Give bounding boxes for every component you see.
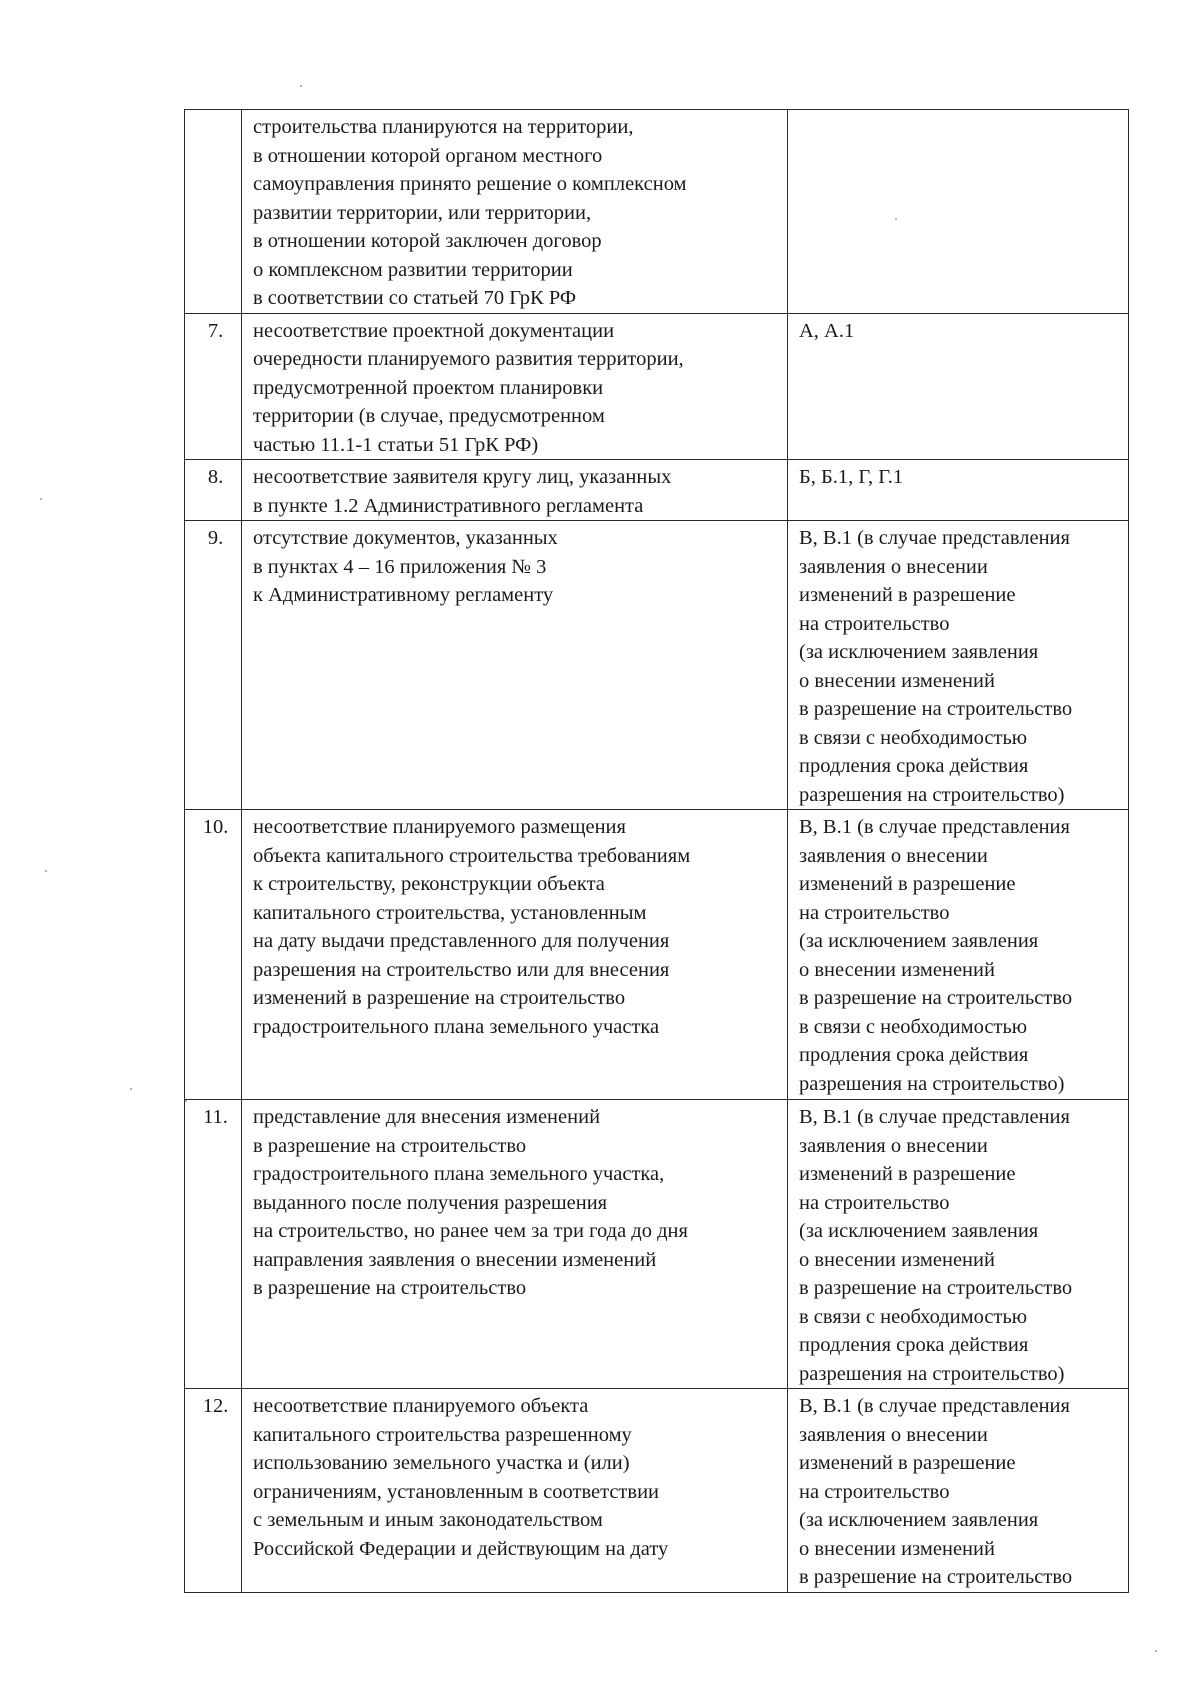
scan-speck (185, 1100, 187, 1102)
scan-speck (45, 870, 47, 872)
refusal-ground-text: строительства планируются на территории, в отношении которой органом местного самоуправления принято решение о комплексном развитии территории, или территории, в отношении которой заключен договор о комплексном развитии территории в соответствии со статьей 70 ГрК РФ (242, 110, 788, 314)
refusal-ground-text: несоответствие проектной документации очередности планируемого развития территории, предусмотренной проектом планировки территории (в случае, предусмотренном частью 11.1-1 статьи 51 ГрК РФ) (242, 313, 788, 460)
refusal-ground-text: несоответствие планируемого размещения объекта капитального строительства требованиям к строительству, реконструкции объекта капитального строительства, установленным на дату выдачи представленного для получения разрешения на строительство или для внесения изменений в разрешение на строительство градостроительного плана земельного участка (242, 810, 788, 1100)
row-number: 8. (185, 460, 242, 521)
scan-speck (40, 498, 42, 500)
refusal-ground-text: представление для внесения изменений в разрешение на строительство градостроительного плана земельного участка, выданного после получения разрешения на строительство, но ранее чем за три года до дня направления заявления о внесении изменений в разрешение на строительство (242, 1100, 788, 1389)
scan-speck (130, 1088, 132, 1090)
refusal-ground-text: несоответствие планируемого объекта капитального строительства разрешенному использованию земельного участка и (или) ограничениям, установленным в соответствии с земельным и иным законодательством Российской Федерации и действующим на дату (242, 1389, 788, 1593)
scan-speck (1155, 1650, 1157, 1652)
table-row (185, 1100, 1129, 1389)
row-number: 12. (185, 1389, 242, 1593)
refusal-code-text: В, В.1 (в случае представления заявления о внесении изменений в разрешение на строительство (за исключением заявления о внесении изменений в разрешение на строительство в связи с необходимостью продления срока действия разрешения на строительство) (788, 1100, 1129, 1389)
refusal-code-text: В, В.1 (в случае представления заявления о внесении изменений в разрешение на строительство (за исключением заявления о внесении изменений в разрешение на строительство в связи с необходимостью продления срока действия разрешения на строительство) (788, 810, 1129, 1100)
scan-speck (895, 218, 897, 220)
table-row (185, 1389, 1129, 1593)
refusal-code-text: В, В.1 (в случае представления заявления о внесении изменений в разрешение на строительство (за исключением заявления о внесении изменений в разрешение на строительство (788, 1389, 1129, 1593)
refusal-ground-text: отсутствие документов, указанных в пунктах 4 – 16 приложения № 3 к Административному регламенту (242, 521, 788, 810)
table-row (185, 313, 1129, 460)
row-number: 9. (185, 521, 242, 810)
table-row (185, 521, 1129, 810)
row-number (185, 110, 242, 314)
table-row (185, 460, 1129, 521)
refusal-code-text: В, В.1 (в случае представления заявления о внесении изменений в разрешение на строительство (за исключением заявления о внесении изменений в разрешение на строительство в связи с необходимостью продления срока действия разрешения на строительство) (788, 521, 1129, 810)
refusal-code-text (788, 110, 1129, 314)
row-number: 10. (185, 810, 242, 1100)
table-row (185, 810, 1129, 1100)
refusal-code-text: А, А.1 (788, 313, 1129, 460)
row-number: 7. (185, 313, 242, 460)
refusal-grounds-table (184, 109, 1129, 1593)
refusal-code-text: Б, Б.1, Г, Г.1 (788, 460, 1129, 521)
table-row (185, 110, 1129, 314)
refusal-ground-text: несоответствие заявителя кругу лиц, указанных в пункте 1.2 Административного регламента (242, 460, 788, 521)
scan-speck (300, 85, 302, 87)
row-number: 11. (185, 1100, 242, 1389)
